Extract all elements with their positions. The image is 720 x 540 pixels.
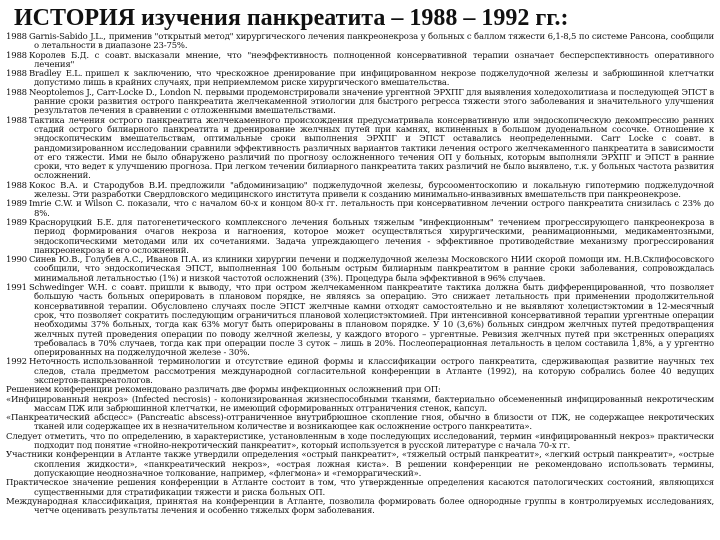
history-entry [6,219,714,256]
entry-year: 1988 [6,32,27,42]
entry-text: Решением конференции рекомендовано различать две формы инфекционных осложнений при ОП: [6,385,441,396]
entry-author: Красноруцкий Б.Е. [29,217,114,228]
entry-text: показали, что с началом 60-х и концом 80-х гг. летальность при консервативном лечении острого панкреатита снизилась с 23% до 8%. [34,199,714,219]
entry-author: Neoptolemos J., Carr-Locke D., London N. [29,87,203,98]
entry-text: применив "открытый метод" хирургического лечения панкреонекроза у больных с баллом тяжести 6,1-8,5 по системе Рансона, сообщили о летальности в диапазоне 23-75%. [34,32,714,52]
entry-author: Неточность [29,357,80,368]
entry-author: Imrie C.W. и Wilson C. [29,199,125,210]
history-entry [6,89,714,117]
entry-text: пришел к заключению, что чрескожное дренирование при инфицированном некрозе поджелудочной железы и забрюшинной клетчатки допустимо лишь в крайних случаях, при неприемлемом риске хирургического вмешательства. [34,69,714,89]
entry-year: 1992 [6,357,27,368]
entry-text: для патогенетического комплексного лечения больных тяжелым "инфекционным" течением прогрессирующего панкреонекроза в период формирования очагов некроза и нагноения, которое может осуществляться хирургическими, реанимационными, медикаментозными, эндоскопическими методами или их сочетаниями. Задача упреждающего лечения - эффективное противодействие механизму прогрессирования панкреонекроза и его осложнений. [34,217,714,256]
entry-text: высказали мнение, что "неэффективность полноценной консервативной терапии означает бесперспективность оперативного лечения" [34,50,714,70]
entry-year: 1991 [6,283,27,294]
entry-year: 1988 [6,115,27,126]
entry-text: Практическое значение решения конференции в Атланте состоит в том, что утвержденные определения касаются патологических состояний, являющихся существенными для стратификации тяжести и риска больных ОП. [6,478,714,498]
history-entry [6,117,714,182]
entry-year: 1989 [6,199,27,210]
history-entry [6,433,714,452]
page-title: ИСТОРИЯ изучения панкреатита – 1988 – 1992 гг.: [14,5,569,31]
entry-text: Тактика лечения острого панкреатита желчекаменного происхождения предусматривала консервативную или эндоскопическую декомпрессию ранних стадий острого билиарного панкреатита и дренирование желчных путей при камнях, вклиненных в большом дуоденальном сосочке. Отношение к эндоскопическим вмешательствам, оптимальные сроки выполнения ЭРХПГ и ЭПСТ оставались неопределенными. Carr Locke с соавт. в рандомизированном исследовании сравнили эффективность различных вариантов тактики лечения острого желчекаменного панкреатита в зависимости от его тяжести. Ими не было обнаружено различий по прогнозу осложненного течения ОП у больных, которым выполняли ЭРХПГ и ЭПСТ в ранние сроки, что ведет к улучшению прогноза. При легком течении билиарного панкреатита таких различий не было выявлено, т.к. у больных частота развития осложнений. [29,115,714,182]
history-entry [6,70,714,89]
entry-text: Следует отметить, что по определению, в характеристике, установленным в ходе последующих исследований, термин «инфицированный некроз» практически подходит под понятие «гнойно-некротический панкреатит», который используется в русской литературе с начала 70-х гг. [6,431,714,452]
entry-year: 1988 [6,50,27,61]
entry-text: «Панкреатический абсцесс» (Pancreatic abscess)-отграниченное внутрибрюшное скопление гноя, обычно в близости от ПЖ, не содержащее некротических тканей или содержащее их в незначительном количестве и возникающее как осложнение острого панкреатита». [6,413,714,433]
history-entry [6,451,714,479]
entry-author: Schwedinger W.H. с соавт. [29,283,147,294]
entry-author: Синев Ю.В., Голубев А.С., Иванов П.А. [29,255,200,266]
entry-year: 1988 [6,69,27,80]
entry-author: Королев Б.Д. с соавт. [29,50,132,61]
history-entry [6,414,714,433]
entry-text: предложили "абдоминизацию" поджелудочной железы, бурсооментоскопию и локальную гипотермию поджелудочной железы. Эти разработки Свердловского медицинского института привели к созданию минимально-инвазивных вмешательств при панкреонекрозе. [34,180,714,201]
entry-year: 1988 [6,87,27,98]
history-entry [6,358,714,386]
entry-text: Участники конференции в Атланте также утвердили определения «острый панкреатит», «тяжелый острый панкреатит», «легкий острый панкреатит», «острые скопления жидкости», «панкреатический некроз», «острая ложная киста». В решении конференции не рекомендовано использовать термины, допускающие неоднозначное толкование, например, «флегмона» и «геморрагический». [6,450,714,479]
history-entry [6,498,714,517]
entry-text: из клиники хирургии печени и поджелудочной железы Московского НИИ скорой помощи им. Н.В.Склифосовского сообщили, что эндоскопическая ЭПСТ, выполненная 100 больным острым билиарным панкреатитом в ранние сроки заболевания, сопровождалась минимальной летальностью (1%) и низкой частотой осложнений (3%). Процедура была эффективной в 96% случаев. [34,255,714,284]
history-entry [6,182,714,201]
history-entry [6,33,714,52]
history-entry [6,479,714,498]
history-body [6,33,714,516]
entry-year: 1989 [6,217,27,228]
entry-author: Bradley E.L. [29,69,83,80]
entry-author: Кокос В.А. и Стародубов В.И. [29,180,168,191]
entry-text: пришли к выводу, что при остром желчекаменном панкреатите тактика должна быть дифференцированной, что позволяет большую часть больных оперировать в плановом порядке, не являясь за операцию. Это снижает летальность при применении продолжительной консервативной терапии. Обусловлено случаях после ЭПСТ желчные камни отходят самостоятельно и не выявляют холецистэктомии в 12-месячный срок, что позволяет сократить последующим ограничиться плановой холецистэктомией. При интенсивной консервативной терапии ургентные операции необходимы 37% больных, тогда как 63% могут быть оперированы в плановом порядке. У 10 (3,6%) больных синдром желчных путей предотвращения желчных путей проведения операции по поводу желчной железы, у каждого второго – ургентные. Ревизия желчных путей при экстренных операциях требовалась в 70% случаев, тогда как при операции после 3 суток – лишь в 20%. Послеоперационная летальность в целом составила 1,8%, а у ургентно оперированных на поджелудочной железе - 30%. [34,283,714,359]
entry-text: первыми продемонстрировали значение ургентной ЭРХПГ для выявления холедохолитиаза и последующей ЭПСТ в ранние сроки развития острого панкреатита желчекаменной этиологии для быстрого регресса тяжести этого заболевания и значительного улучшения результатов лечения в сравнении с отложенными вмешательствами. [34,87,714,117]
history-entry [6,52,714,71]
entry-year: 1988 [6,180,27,191]
history-entry [6,200,714,219]
entry-text: использованной терминологии и отсутствие единой формы и классификации острого панкреатита, сдерживающая развитие научных тех следов, стала предметом рассмотрения международной согласительной конференции в Атланте (1992), на которую собрались более 40 ведущих экспертов-панкреатологов. [34,357,714,386]
entry-text: Международная классификация, принятая на конференции в Атланте, позволила формировать более однородные группы в контролируемых исследованиях, четче оценивать результаты лечения и особенно тяжелых форм заболевания. [6,496,714,517]
entry-text: «Инфицированный некроз» (Infected necrosis) - колонизированная жизнеспособными тканями, бактериально обсемененный инфицированный некротическим массам ПЖ или забрюшинной клетчатки, не имеющий сформированных отграничения стенок, капсул. [6,394,714,414]
entry-author: Garnis-Sabido J.L., [29,32,106,42]
entry-year: 1990 [6,255,27,266]
history-entry [6,396,714,415]
history-entry [6,284,714,358]
history-entry [6,256,714,284]
